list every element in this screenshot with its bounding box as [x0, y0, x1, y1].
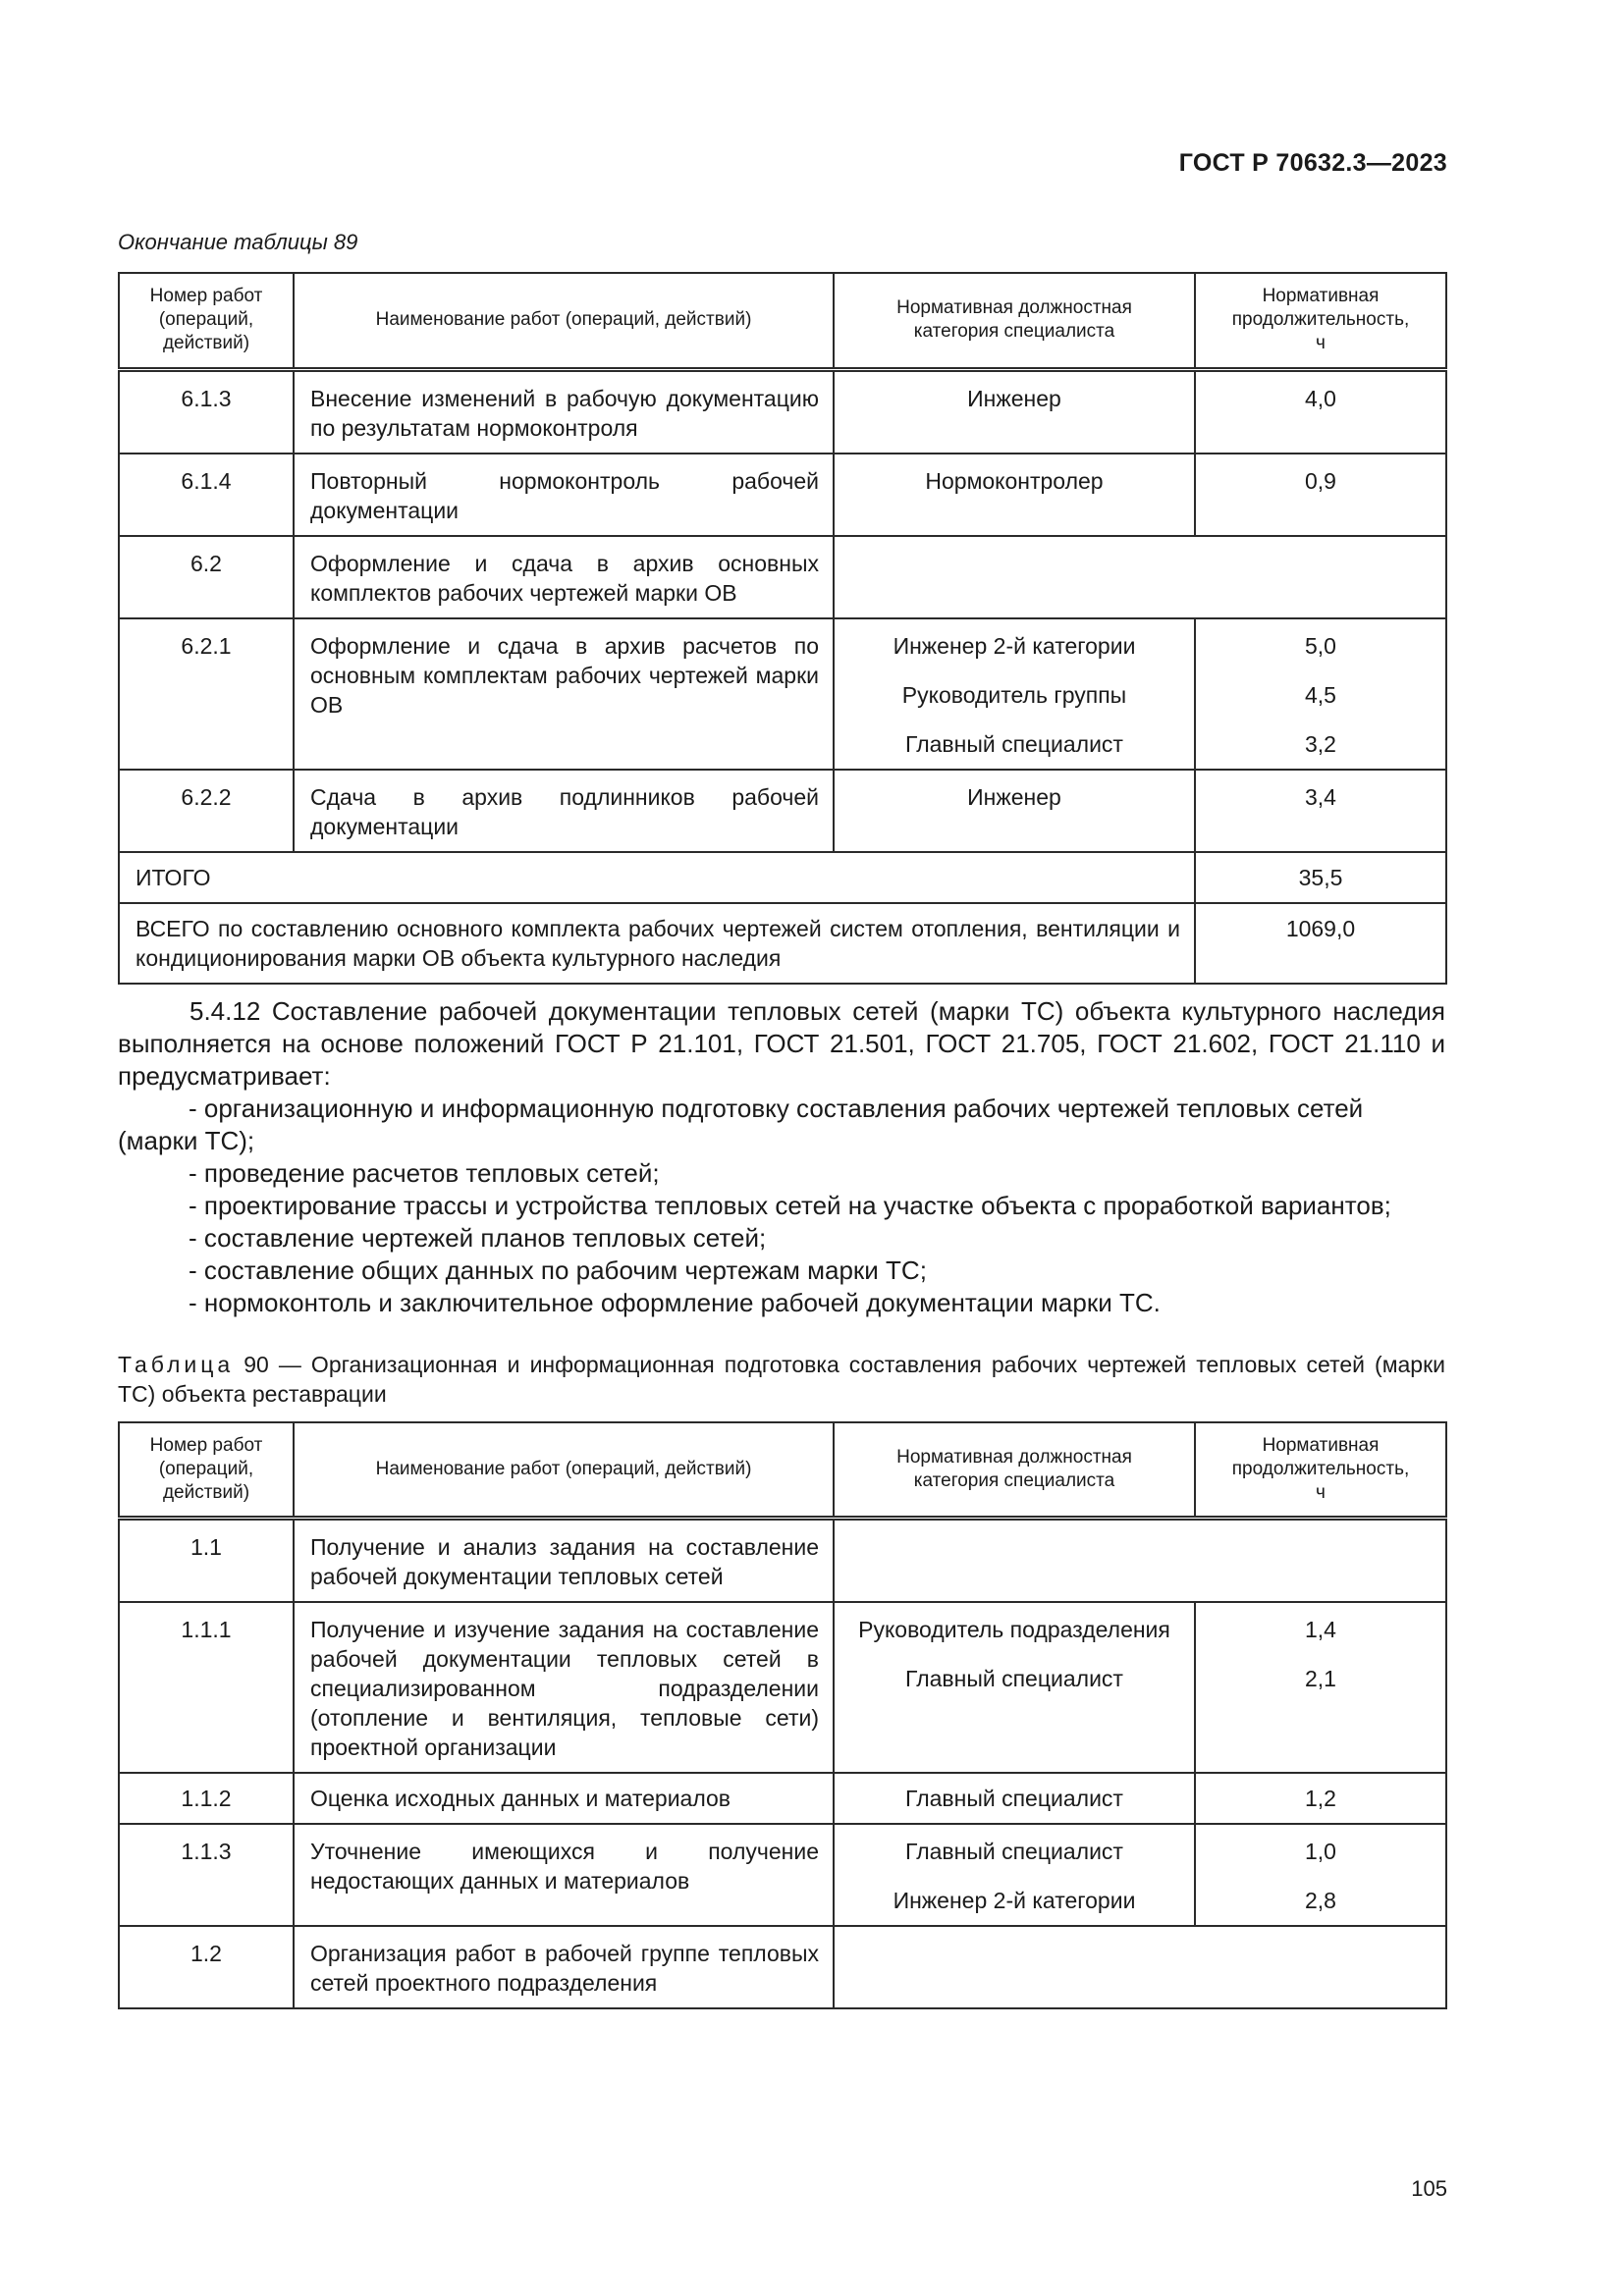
header-dur-line: ч: [1316, 333, 1326, 354]
row-num: 1.2: [119, 1926, 294, 2008]
row-duration: 3,4: [1195, 770, 1446, 852]
header-dur-line: Нормативная: [1262, 1434, 1380, 1456]
row-duration: 0,9: [1195, 454, 1446, 536]
row-num: 1.1: [119, 1518, 294, 1602]
table-row: [119, 1518, 1446, 1602]
header-cat-line: категория специалиста: [913, 1469, 1115, 1491]
header-dur-line: продолжительность,: [1231, 309, 1410, 331]
row-categories: [834, 1824, 1195, 1926]
header-dur-line: Нормативная: [1262, 286, 1380, 307]
header-cat-line: Нормативная должностная: [896, 297, 1132, 319]
row-name: Получение и анализ задания на составление рабочей документации тепловых сетей: [294, 1518, 834, 1602]
header-num-line: Номер работ: [149, 286, 263, 307]
total-label: ИТОГО: [119, 852, 1195, 903]
grand-total-value: 1069,0: [1195, 903, 1446, 984]
row-category: Нормоконтролер: [834, 454, 1195, 536]
row-num: 6.1.3: [119, 369, 294, 454]
row-name: Повторный нормоконтроль рабочей документации: [294, 454, 834, 536]
header-num: [119, 1422, 294, 1518]
row-num: 6.1.4: [119, 454, 294, 536]
row-empty-cell: [834, 536, 1446, 618]
header-num-line: (операций,: [158, 309, 254, 331]
list-item: - составление общих данных по рабочим чертежам марки ТС;: [189, 1255, 927, 1285]
row-empty-cell: [834, 1926, 1446, 2008]
row-name: Получение и изучение задания на составление рабочей документации тепловых сетей в специализированном подразделении (отопление и вентиляция, тепловые сети) проектной организации: [294, 1602, 834, 1773]
total-value: 35,5: [1195, 852, 1446, 903]
table-90-caption: [118, 1350, 1445, 1409]
duration-line: 4,5: [1305, 681, 1336, 708]
category-line: Инженер 2-й категории: [893, 1887, 1136, 1913]
table-row: [119, 454, 1446, 536]
header-cat-line: категория специалиста: [913, 321, 1115, 343]
row-durations: [1195, 618, 1446, 770]
table-89-caption: Окончание таблицы 89: [118, 230, 358, 254]
row-duration: 4,0: [1195, 369, 1446, 454]
row-durations: [1195, 1602, 1446, 1773]
list-item: - проведение расчетов тепловых сетей;: [189, 1158, 660, 1188]
row-num: 6.2: [119, 536, 294, 618]
row-name: Внесение изменений в рабочую документацию по результатам нормоконтроля: [294, 369, 834, 454]
category-line: Инженер 2-й категории: [893, 632, 1136, 659]
grand-total-label: ВСЕГО по составлению основного комплекта рабочих чертежей систем отопления, вентиляции и кондиционирования марки ОВ объекта культурного наследия: [119, 903, 1195, 984]
header-category: [834, 1422, 1195, 1518]
row-name: Организация работ в рабочей группе тепловых сетей проектного подразделения: [294, 1926, 834, 2008]
header-num-line: действий): [162, 333, 250, 354]
list-item: - составление чертежей планов тепловых сетей;: [189, 1223, 767, 1253]
section-5-4-12: [118, 995, 1445, 1319]
row-name: Уточнение имеющихся и получение недостающих данных и материалов: [294, 1824, 834, 1926]
table-row: [119, 1824, 1446, 1926]
category-line: Главный специалист: [905, 1665, 1123, 1691]
row-num: 6.2.2: [119, 770, 294, 852]
list-item: - проектирование трассы и устройства тепловых сетей на участке объекта с проработкой вариантов;: [189, 1191, 1391, 1220]
row-name: Сдача в архив подлинников рабочей документации: [294, 770, 834, 852]
row-categories: [834, 618, 1195, 770]
header-num-line: действий): [162, 1481, 250, 1503]
header-dur-line: продолжительность,: [1231, 1458, 1410, 1479]
row-durations: [1195, 1824, 1446, 1926]
grand-total-row: [119, 903, 1446, 984]
row-category: Главный специалист: [834, 1773, 1195, 1824]
row-num: 1.1.3: [119, 1824, 294, 1926]
header-name: Наименование работ (операций, действий): [294, 1422, 834, 1518]
row-name: Оформление и сдача в архив основных комплектов рабочих чертежей марки ОВ: [294, 536, 834, 618]
row-num: 1.1.1: [119, 1602, 294, 1773]
caption-text: 90 — Организационная и информационная подготовка составления рабочих чертежей тепловых сетей (марки ТС) объекта реставрации: [118, 1352, 1445, 1407]
table-header-row: [119, 1422, 1446, 1518]
category-line: Руководитель подразделения: [858, 1616, 1170, 1642]
header-dur-line: ч: [1316, 1481, 1326, 1503]
header-duration: [1195, 1422, 1446, 1518]
duration-line: 5,0: [1305, 632, 1336, 659]
table-row: [119, 1926, 1446, 2008]
header-name: Наименование работ (операций, действий): [294, 273, 834, 369]
row-category: Инженер: [834, 770, 1195, 852]
row-categories: [834, 1602, 1195, 1773]
row-num: 1.1.2: [119, 1773, 294, 1824]
duration-line: 1,0: [1305, 1838, 1336, 1864]
table-row: [119, 770, 1446, 852]
duration-line: 3,2: [1305, 730, 1336, 757]
category-line: Руководитель группы: [901, 681, 1127, 708]
header-category: [834, 273, 1195, 369]
category-line: Главный специалист: [905, 730, 1123, 757]
row-category: Инженер: [834, 369, 1195, 454]
category-line: Главный специалист: [905, 1838, 1123, 1864]
table-row: [119, 369, 1446, 454]
duration-line: 2,8: [1305, 1887, 1336, 1913]
header-duration: [1195, 273, 1446, 369]
duration-line: 1,4: [1305, 1616, 1336, 1642]
table-row: [119, 1773, 1446, 1824]
header-num-line: (операций,: [158, 1458, 254, 1479]
list-item: - нормоконтоль и заключительное оформление рабочей документации марки ТС.: [189, 1288, 1161, 1317]
table-row: [119, 536, 1446, 618]
row-empty-cell: [834, 1518, 1446, 1602]
caption-word: Таблица: [118, 1352, 235, 1377]
table-89: [118, 272, 1447, 985]
row-num: 6.2.1: [119, 618, 294, 770]
row-duration: 1,2: [1195, 1773, 1446, 1824]
section-intro: 5.4.12 Составление рабочей документации тепловых сетей (марки ТС) объекта культурного наследия выполняется на основе положений ГОСТ Р 21.101, ГОСТ 21.501, ГОСТ 21.705, ГОСТ 21.602, ГОСТ 21.110 и предусматривает:: [118, 996, 1445, 1091]
table-90: [118, 1421, 1447, 2009]
total-row: [119, 852, 1446, 903]
row-name: Оформление и сдача в архив расчетов по основным комплектам рабочих чертежей марки ОВ: [294, 618, 834, 770]
document-code: ГОСТ Р 70632.3—2023: [1178, 149, 1447, 177]
table-row: [119, 1602, 1446, 1773]
header-num: [119, 273, 294, 369]
table-header-row: [119, 273, 1446, 369]
duration-line: 2,1: [1305, 1665, 1336, 1691]
row-name: Оценка исходных данных и материалов: [294, 1773, 834, 1824]
header-num-line: Номер работ: [149, 1434, 263, 1456]
table-row: [119, 618, 1446, 770]
list-item: - организационную и информационную подготовку составления рабочих чертежей тепловых сетей (марки ТС);: [118, 1094, 1364, 1155]
header-cat-line: Нормативная должностная: [896, 1446, 1132, 1468]
page-number: 105: [1411, 2176, 1447, 2201]
